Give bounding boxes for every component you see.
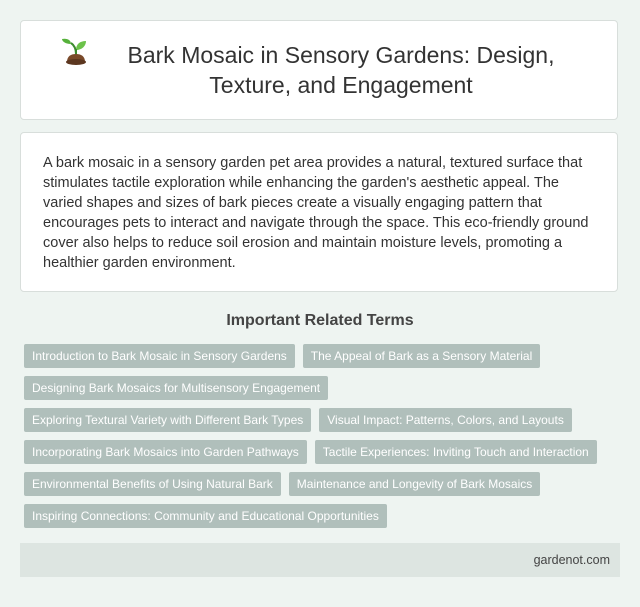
related-term-tag[interactable]: Environmental Benefits of Using Natural Bark bbox=[24, 472, 281, 496]
footer-site-link[interactable]: gardenot.com bbox=[533, 553, 610, 567]
related-term-tag[interactable]: Inspiring Connections: Community and Educational Opportunities bbox=[24, 504, 387, 528]
related-term-tag[interactable]: Maintenance and Longevity of Bark Mosaics bbox=[289, 472, 540, 496]
page-title: Bark Mosaic in Sensory Gardens: Design, Texture, and Engagement bbox=[127, 42, 555, 98]
related-term-tag[interactable]: Introduction to Bark Mosaic in Sensory Gardens bbox=[24, 344, 295, 368]
title-card bbox=[20, 20, 618, 120]
related-term-tag[interactable]: Incorporating Bark Mosaics into Garden Pathways bbox=[24, 440, 307, 464]
footer bbox=[20, 543, 620, 577]
description-card bbox=[20, 132, 618, 292]
related-term-tag[interactable]: Exploring Textural Variety with Different Bark Types bbox=[24, 408, 311, 432]
sprout-icon bbox=[59, 38, 93, 68]
description-text: A bark mosaic in a sensory garden pet area provides a natural, textured surface that stimulates tactile exploration while enhancing the garden's aesthetic appeal. The varied shapes and sizes of bark pieces create a visually engaging pattern that encourages pets to interact and navigate through the space. This eco-friendly ground cover also helps to reduce soil erosion and maintain moisture levels, promoting a healthier garden environment. bbox=[43, 155, 589, 271]
related-term-tag[interactable]: Tactile Experiences: Inviting Touch and Interaction bbox=[315, 440, 597, 464]
title-wrap bbox=[59, 40, 579, 100]
related-terms-heading: Important Related Terms bbox=[226, 312, 414, 329]
related-term-tag[interactable]: Designing Bark Mosaics for Multisensory Engagement bbox=[24, 376, 328, 400]
related-terms-list bbox=[24, 344, 620, 528]
related-term-tag[interactable]: Visual Impact: Patterns, Colors, and Layouts bbox=[319, 408, 572, 432]
related-term-tag[interactable]: The Appeal of Bark as a Sensory Material bbox=[303, 344, 540, 368]
